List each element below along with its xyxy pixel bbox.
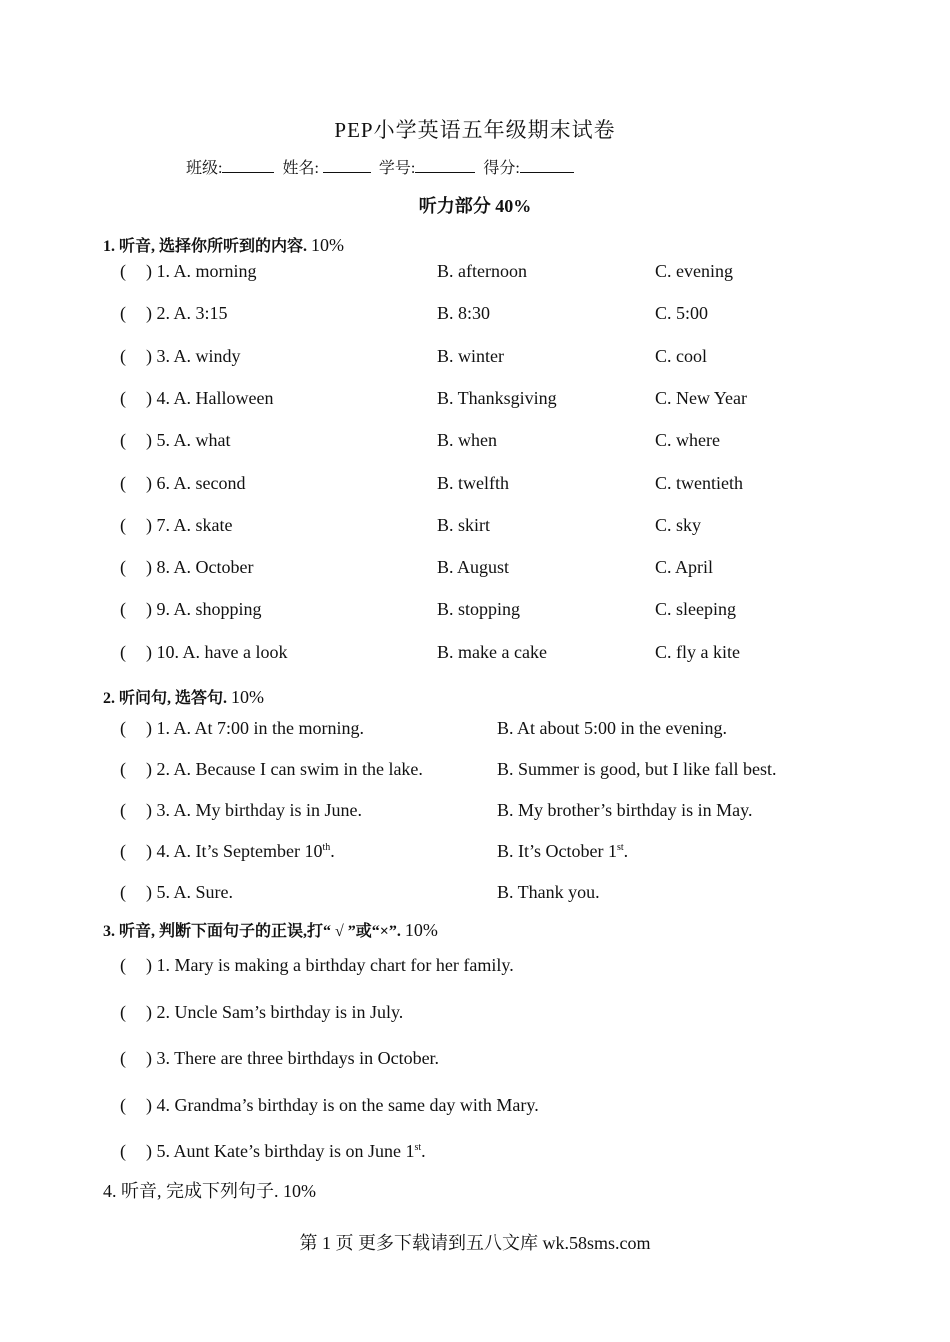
question-option-a: ) 3. There are three birthdays in October. bbox=[146, 1048, 440, 1068]
name-label: 姓名: bbox=[282, 160, 319, 177]
question-row bbox=[120, 430, 231, 451]
ordinal-suffix: st bbox=[616, 842, 624, 853]
section-2-heading-text: 2. 听问句, 选答句. bbox=[103, 690, 228, 707]
option-c: C. sky bbox=[655, 514, 702, 535]
option-b-text: B. Thank you. bbox=[497, 882, 600, 902]
page-footer: 第 1 页 更多下载请到五八文库 wk.58sms.com bbox=[299, 1233, 651, 1253]
question-option-a: ) 2. A. Because I can swim in the lake. bbox=[146, 759, 423, 779]
number-blank bbox=[415, 158, 475, 173]
question-option-a: ) 1. A. At 7:00 in the morning. bbox=[146, 718, 364, 738]
option-c: C. sleeping bbox=[655, 599, 736, 620]
page-title: PEP小学英语五年级期末试卷 bbox=[334, 118, 616, 142]
option-b bbox=[437, 346, 504, 367]
option-c: C. twentieth bbox=[655, 472, 743, 493]
answer-paren[interactable]: ( bbox=[120, 1048, 126, 1068]
question-option-a: ) 9. A. shopping bbox=[146, 599, 262, 620]
class-label: 班级: bbox=[186, 160, 223, 177]
section-1-heading bbox=[103, 233, 344, 256]
option-b-text: B. afternoon bbox=[437, 261, 527, 281]
question-option-a: ) 6. A. second bbox=[146, 472, 246, 493]
option-b bbox=[497, 882, 600, 903]
answer-paren[interactable]: ( bbox=[120, 430, 126, 451]
student-info-line bbox=[186, 155, 578, 178]
option-b-end: . bbox=[623, 841, 629, 861]
question-row bbox=[120, 718, 364, 739]
section-4-heading-text: 4. 听音, 完成下列句子. bbox=[103, 1181, 279, 1201]
question-row bbox=[120, 261, 257, 282]
answer-paren[interactable]: ( bbox=[120, 557, 126, 578]
question-row bbox=[120, 642, 287, 663]
option-b-text: B. when bbox=[437, 430, 497, 451]
question-option-a: ) 10. A. have a look bbox=[146, 641, 288, 662]
option-b bbox=[437, 430, 497, 451]
section-4-percent: 10% bbox=[283, 1181, 316, 1201]
number-label: 学号: bbox=[378, 160, 416, 177]
section-3-percent: 10% bbox=[404, 920, 438, 940]
question-option-a: ) 3. A. My birthday is in June. bbox=[146, 800, 362, 820]
option-b bbox=[437, 599, 520, 620]
question-option-a: ) 5. A. what bbox=[146, 430, 231, 451]
option-b-text: B. Thanksgiving bbox=[437, 387, 557, 408]
question-row bbox=[120, 557, 253, 578]
section-1-heading-text: 1. 听音, 选择你所听到的内容. bbox=[103, 238, 308, 255]
section-2-percent: 10% bbox=[231, 687, 265, 707]
option-b bbox=[497, 759, 776, 780]
section-2-heading bbox=[103, 685, 264, 708]
question-row bbox=[120, 1048, 439, 1069]
question-option-a: ) 7. A. skate bbox=[146, 514, 233, 535]
answer-paren[interactable]: ( bbox=[120, 800, 126, 820]
question-end: . bbox=[421, 1141, 426, 1161]
class-blank bbox=[222, 158, 274, 173]
question-row bbox=[120, 1141, 426, 1162]
question-row bbox=[120, 346, 241, 367]
answer-paren[interactable]: ( bbox=[120, 514, 126, 535]
question-row bbox=[120, 955, 514, 976]
question-row bbox=[120, 599, 262, 620]
question-option-a: ) 4. A. It’s September 10 bbox=[146, 841, 323, 861]
question-row bbox=[120, 800, 362, 821]
option-b bbox=[437, 261, 527, 282]
option-b bbox=[497, 841, 628, 862]
question-option-a: ) 2. A. 3:15 bbox=[146, 303, 228, 324]
name-blank bbox=[323, 158, 371, 173]
question-option-a: ) 4. Grandma’s birthday is on the same day with Mary. bbox=[146, 1094, 539, 1115]
question-row bbox=[120, 303, 228, 324]
question-option-a: ) 2. Uncle Sam’s birthday is in July. bbox=[146, 1001, 404, 1022]
question-row bbox=[120, 882, 233, 903]
option-b bbox=[437, 515, 490, 536]
answer-paren[interactable]: ( bbox=[120, 472, 126, 493]
option-b-text: B. August bbox=[437, 557, 510, 578]
option-b bbox=[497, 718, 727, 739]
score-label: 得分: bbox=[483, 160, 520, 177]
question-option-a: ) 1. Mary is making a birthday chart for her family. bbox=[146, 955, 514, 975]
question-row bbox=[120, 841, 335, 862]
section-3-heading bbox=[103, 918, 438, 941]
option-b-text: B. My brother’s birthday is in May. bbox=[497, 800, 753, 820]
score-blank bbox=[520, 158, 574, 173]
question-option-a: ) 1. A. morning bbox=[146, 261, 257, 281]
section-1-percent: 10% bbox=[311, 235, 345, 255]
option-c: C. evening bbox=[655, 261, 733, 281]
option-c: C. where bbox=[655, 430, 720, 451]
question-row bbox=[120, 759, 423, 780]
option-b bbox=[437, 557, 509, 578]
option-b-text: B. At about 5:00 in the evening. bbox=[497, 718, 727, 738]
section-4-heading bbox=[103, 1177, 316, 1203]
answer-paren[interactable]: ( bbox=[120, 1094, 126, 1115]
answer-paren[interactable]: ( bbox=[120, 599, 126, 620]
question-row bbox=[120, 473, 245, 494]
option-b-text: B. winter bbox=[437, 345, 504, 366]
option-b-text: B. twelfth bbox=[437, 472, 509, 493]
option-c: C. 5:00 bbox=[655, 303, 709, 324]
option-b bbox=[437, 388, 557, 409]
section-3-heading-text: 3. 听音, 判断下面句子的正误,打“ √ ”或“×”. bbox=[103, 923, 401, 940]
question-row bbox=[120, 1002, 403, 1023]
question-row bbox=[120, 388, 273, 409]
question-end: . bbox=[330, 841, 335, 861]
question-row bbox=[120, 1095, 539, 1116]
option-b-text: B. make a cake bbox=[437, 641, 547, 662]
part-title: 听力部分 40% bbox=[418, 196, 532, 216]
option-c: C. April bbox=[655, 557, 714, 578]
option-c: C. cool bbox=[655, 345, 707, 366]
answer-paren[interactable]: ( bbox=[120, 261, 126, 281]
answer-paren[interactable]: ( bbox=[120, 1141, 126, 1161]
question-option-a: ) 4. A. Halloween bbox=[146, 387, 274, 408]
option-b bbox=[437, 303, 490, 324]
answer-paren[interactable]: ( bbox=[120, 841, 126, 861]
answer-paren[interactable]: ( bbox=[120, 303, 126, 324]
option-c: C. New Year bbox=[655, 387, 747, 408]
option-b-text: B. skirt bbox=[437, 514, 491, 535]
ordinal-suffix: th bbox=[322, 842, 331, 853]
option-b-text: B. Summer is good, but I like fall best. bbox=[497, 759, 777, 779]
option-b bbox=[437, 473, 509, 494]
answer-paren[interactable]: ( bbox=[120, 641, 126, 662]
option-c: C. fly a kite bbox=[655, 641, 740, 662]
answer-paren[interactable]: ( bbox=[120, 759, 126, 779]
option-b bbox=[437, 642, 547, 663]
question-row bbox=[120, 515, 232, 536]
answer-paren[interactable]: ( bbox=[120, 345, 126, 366]
answer-paren[interactable]: ( bbox=[120, 1001, 126, 1022]
option-b bbox=[497, 800, 752, 821]
question-option-a: ) 8. A. October bbox=[146, 557, 254, 578]
question-option-a: ) 5. A. Sure. bbox=[146, 882, 233, 902]
answer-paren[interactable]: ( bbox=[120, 387, 126, 408]
question-option-a: ) 5. Aunt Kate’s birthday is on June 1 bbox=[146, 1141, 415, 1161]
ordinal-suffix: st bbox=[414, 1142, 422, 1153]
option-b-text: B. stopping bbox=[437, 599, 521, 620]
option-b-text: B. It’s October 1 bbox=[497, 841, 617, 861]
option-b-text: B. 8:30 bbox=[437, 303, 491, 324]
answer-paren[interactable]: ( bbox=[120, 955, 126, 975]
answer-paren[interactable]: ( bbox=[120, 718, 126, 738]
question-option-a: ) 3. A. windy bbox=[146, 345, 241, 366]
answer-paren[interactable]: ( bbox=[120, 882, 126, 902]
